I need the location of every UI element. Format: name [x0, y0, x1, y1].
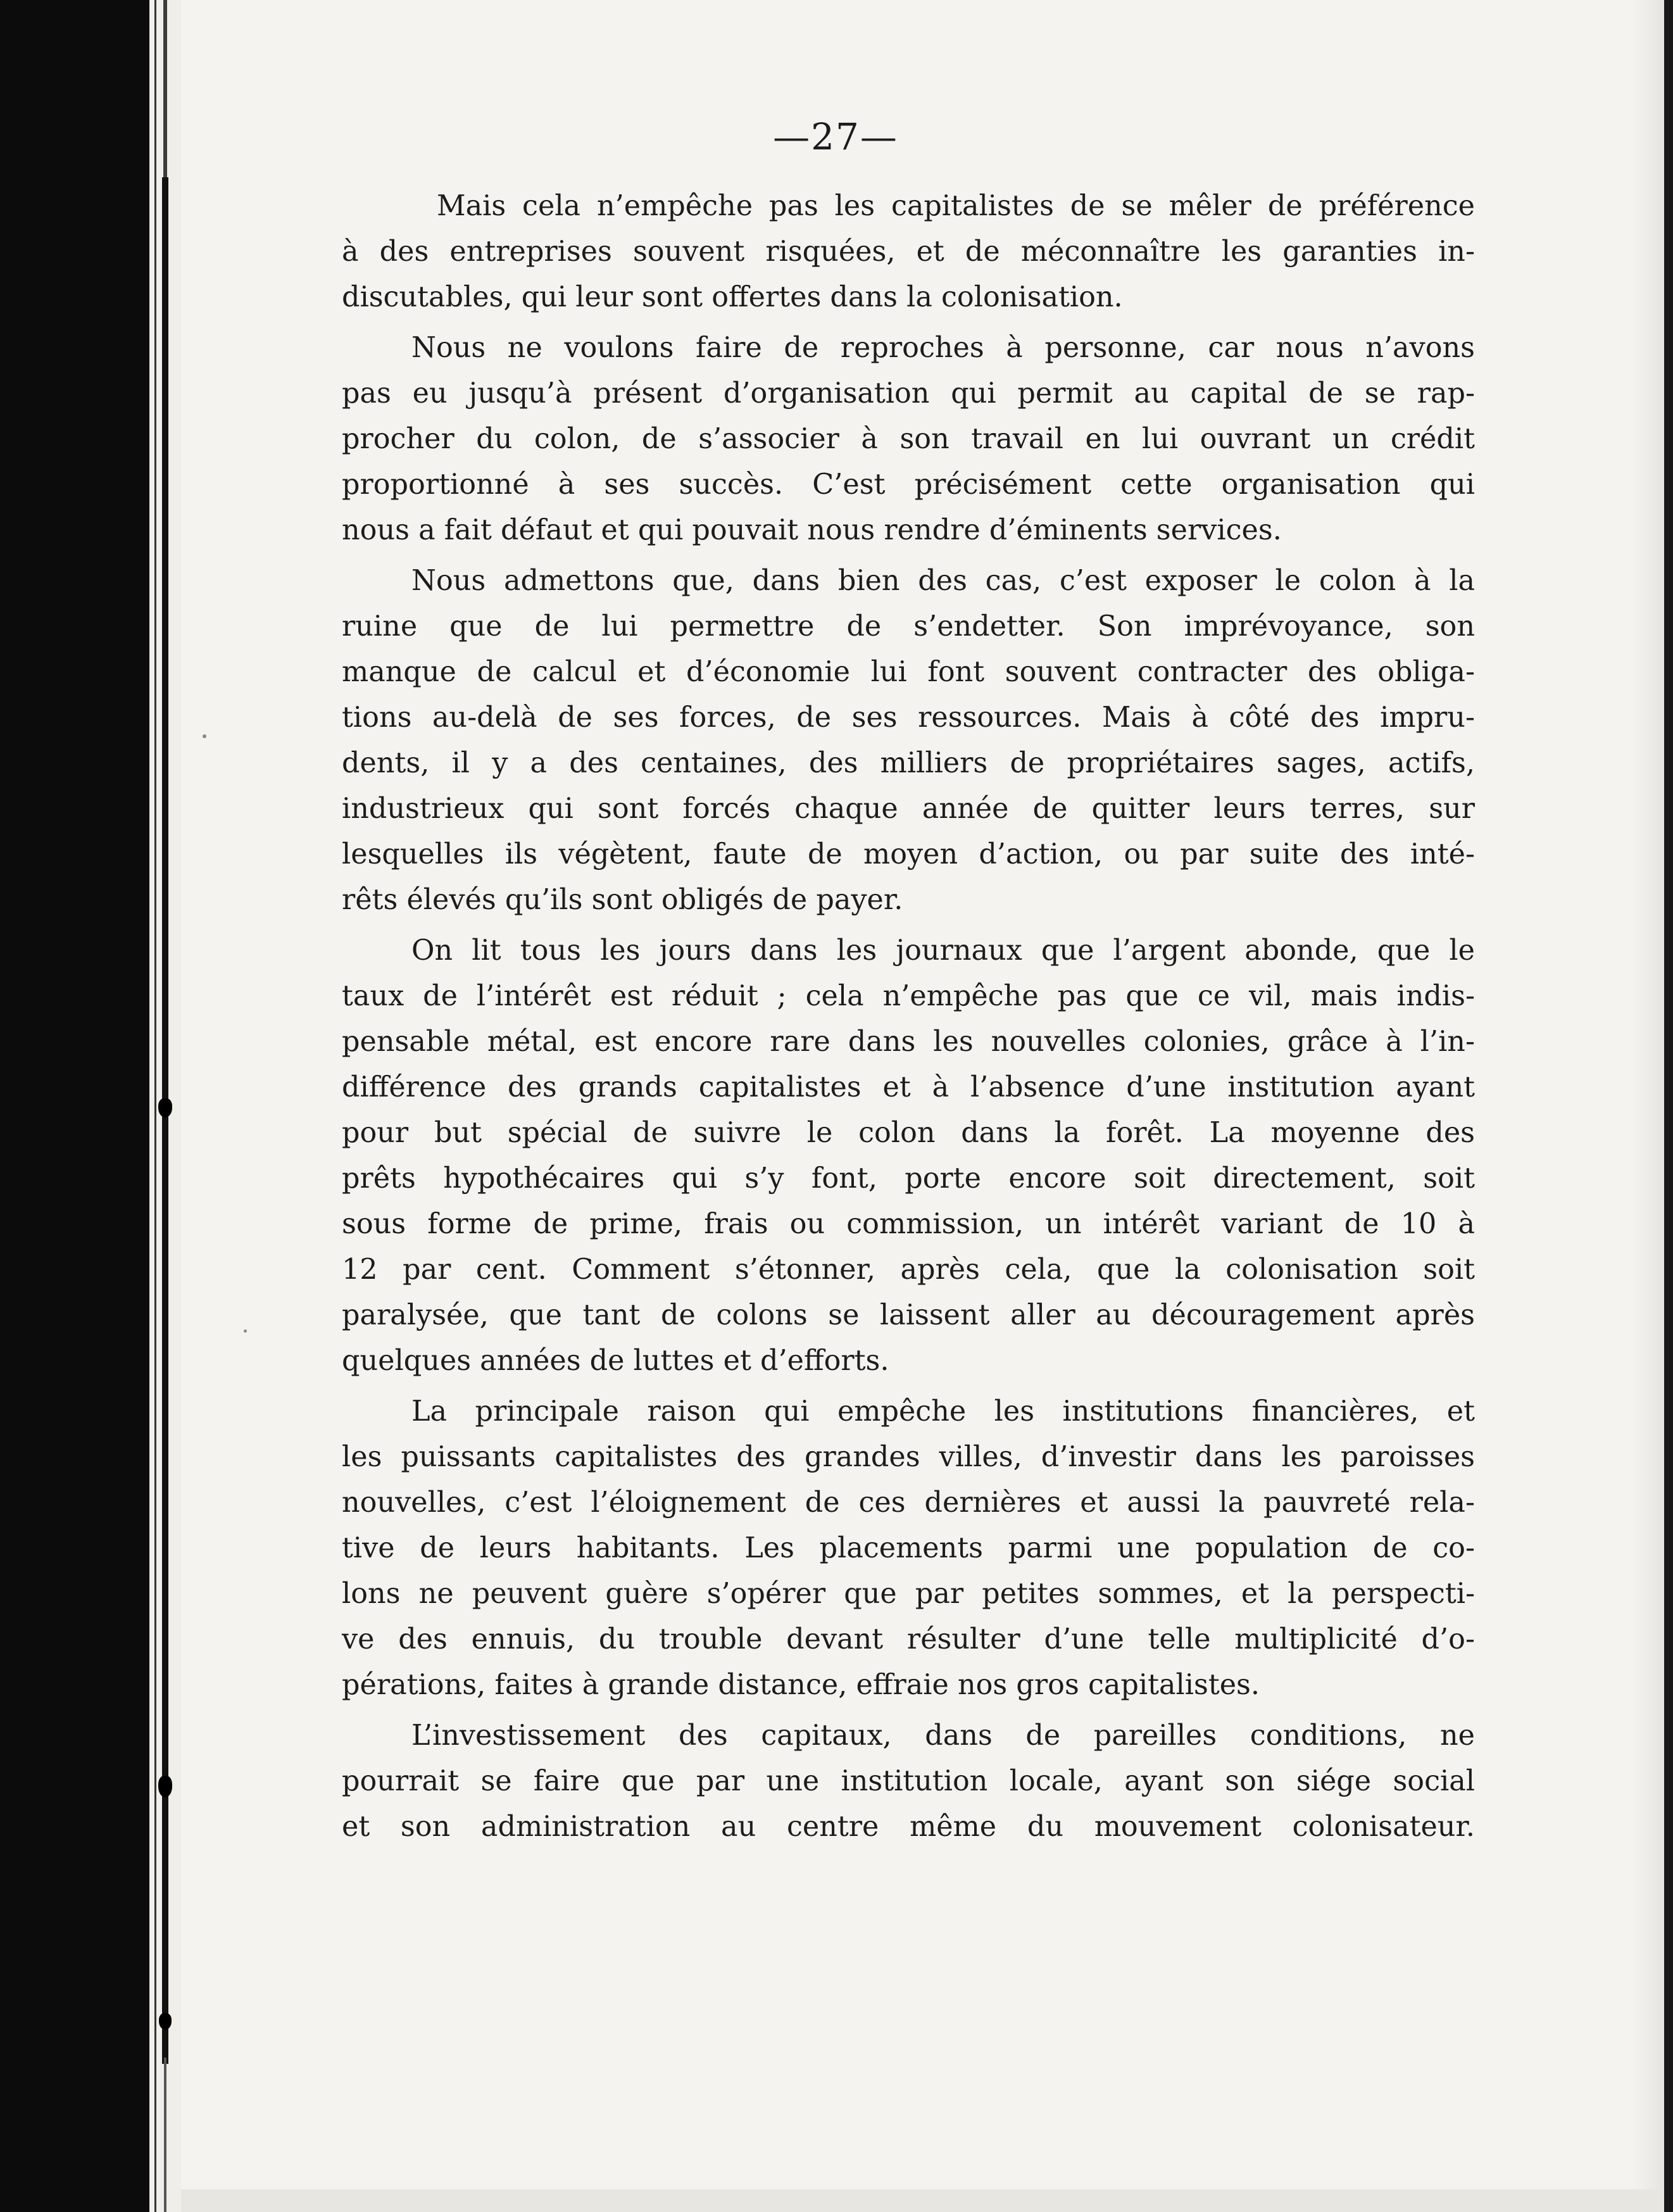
paragraph — [342, 325, 1475, 553]
text-line: Nous ne voulons faire de reproches à personne, car nous n’avons — [411, 332, 1475, 364]
text-line: taux de l’intérêt est réduit ; cela n’empêche pas que ce vil, mais indis- — [342, 980, 1475, 1012]
binding-stitch — [158, 1098, 172, 1117]
text-line: L’investissement des capitaux, dans de pareilles conditions, ne — [411, 1719, 1475, 1752]
paragraph-continuation — [342, 229, 1475, 320]
text-line: pas eu jusqu’à présent d’organisation qui permit au capital de se rap- — [342, 377, 1475, 410]
text-line: ve des ennuis, du trouble devant résulter d’une telle multiplicité d’o- — [342, 1623, 1475, 1656]
text-line: La principale raison qui empêche les institutions financières, et — [411, 1395, 1475, 1428]
speck — [244, 1329, 247, 1333]
text-line: manque de calcul et d’économie lui font souvent contracter des obliga- — [342, 656, 1475, 688]
text-line: pourrait se faire que par une institution locale, ayant son siége social — [342, 1765, 1475, 1797]
paragraph — [342, 1389, 1475, 1708]
paragraph — [342, 928, 1475, 1384]
text-line: tive de leurs habitants. Les placements parmi une population de co- — [342, 1532, 1475, 1564]
binding-thread-top — [163, 0, 167, 184]
text-line: Nous admettons que, dans bien des cas, c’est exposer le colon à la — [411, 565, 1475, 597]
scan-right-border — [1664, 0, 1673, 2212]
text-line: ruine que de lui permettre de s’endetter. Son imprévoyance, son — [342, 610, 1475, 643]
text-line: prêts hypothécaires qui s’y font, porte encore soit directement, soit — [342, 1162, 1475, 1195]
text-line: sous forme de prime, frais ou commission, un intérêt variant de 10 à — [342, 1208, 1475, 1240]
text-line: et son administration au centre même du mouvement colonisateur. — [342, 1811, 1475, 1843]
text-line: pour but spécial de suivre le colon dans la forêt. La moyenne des — [342, 1117, 1475, 1149]
body-text — [342, 184, 1475, 1855]
text-line: tions au-delà de ses forces, de ses ressources. Mais à côté des impru- — [342, 701, 1475, 734]
scan-left-border — [0, 0, 149, 2212]
text-line: 12 par cent. Comment s’étonner, après cela, que la colonisation soit — [342, 1254, 1475, 1286]
binding-thread-bottom — [164, 2058, 166, 2212]
page-shadow — [1632, 0, 1664, 2212]
paragraph — [342, 558, 1475, 923]
text-line: nouvelles, c’est l’éloignement de ces dernières et aussi la pauvreté rela- — [342, 1486, 1475, 1519]
paragraph — [437, 184, 1475, 229]
page-bottom-shade — [181, 2189, 1664, 2212]
text-line: à des entreprises souvent risquées, et de méconnaître les garanties in- — [342, 236, 1475, 268]
text-line: procher du colon, de s’associer à son travail en lui ouvrant un crédit — [342, 423, 1475, 455]
gutter-line — [154, 0, 156, 2212]
text-line: proportionné à ses succès. C’est précisément cette organisation qui — [342, 468, 1475, 501]
text-line: les puissants capitalistes des grandes villes, d’investir dans les paroisses — [342, 1441, 1475, 1473]
text-line: paralysée, que tant de colons se laissent aller au découragement après — [342, 1299, 1475, 1331]
binding-stitch — [159, 2013, 172, 2030]
text-line: différence des grands capitalistes et à l’absence d’une institution ayant — [342, 1071, 1475, 1103]
text-line: dents, il y a des centaines, des milliers de propriétaires sages, actifs, — [342, 747, 1475, 779]
text-line: nous a fait défaut et qui pouvait nous rendre d’éminents services. — [342, 514, 1282, 546]
paragraph — [342, 1713, 1475, 1850]
text-line: On lit tous les jours dans les journaux que l’argent abonde, que le — [411, 934, 1475, 967]
text-line: lesquelles ils végètent, faute de moyen d’action, ou par suite des inté- — [342, 838, 1475, 870]
page-number: —27— — [773, 115, 898, 158]
text-line: discutables, qui leur sont offertes dans la colonisation. — [342, 281, 1123, 313]
text-line: lons ne peuvent guère s’opérer que par petites sommes, et la perspecti- — [342, 1578, 1475, 1610]
text-line: pérations, faites à grande distance, effraie nos gros capitalistes. — [342, 1669, 1260, 1701]
text-line: quelques années de luttes et d’efforts. — [342, 1345, 889, 1377]
text-line: pensable métal, est encore rare dans les nouvelles colonies, grâce à l’in- — [342, 1026, 1475, 1058]
speck — [203, 734, 206, 738]
text-line: rêts élevés qu’ils sont obligés de payer. — [342, 884, 903, 916]
text-line: industrieux qui sont forcés chaque année de quitter leurs terres, sur — [342, 793, 1475, 825]
binding-stitch — [158, 1776, 172, 1797]
text-line: Mais cela n’empêche pas les capitalistes de se mêler de préférence — [437, 190, 1475, 222]
